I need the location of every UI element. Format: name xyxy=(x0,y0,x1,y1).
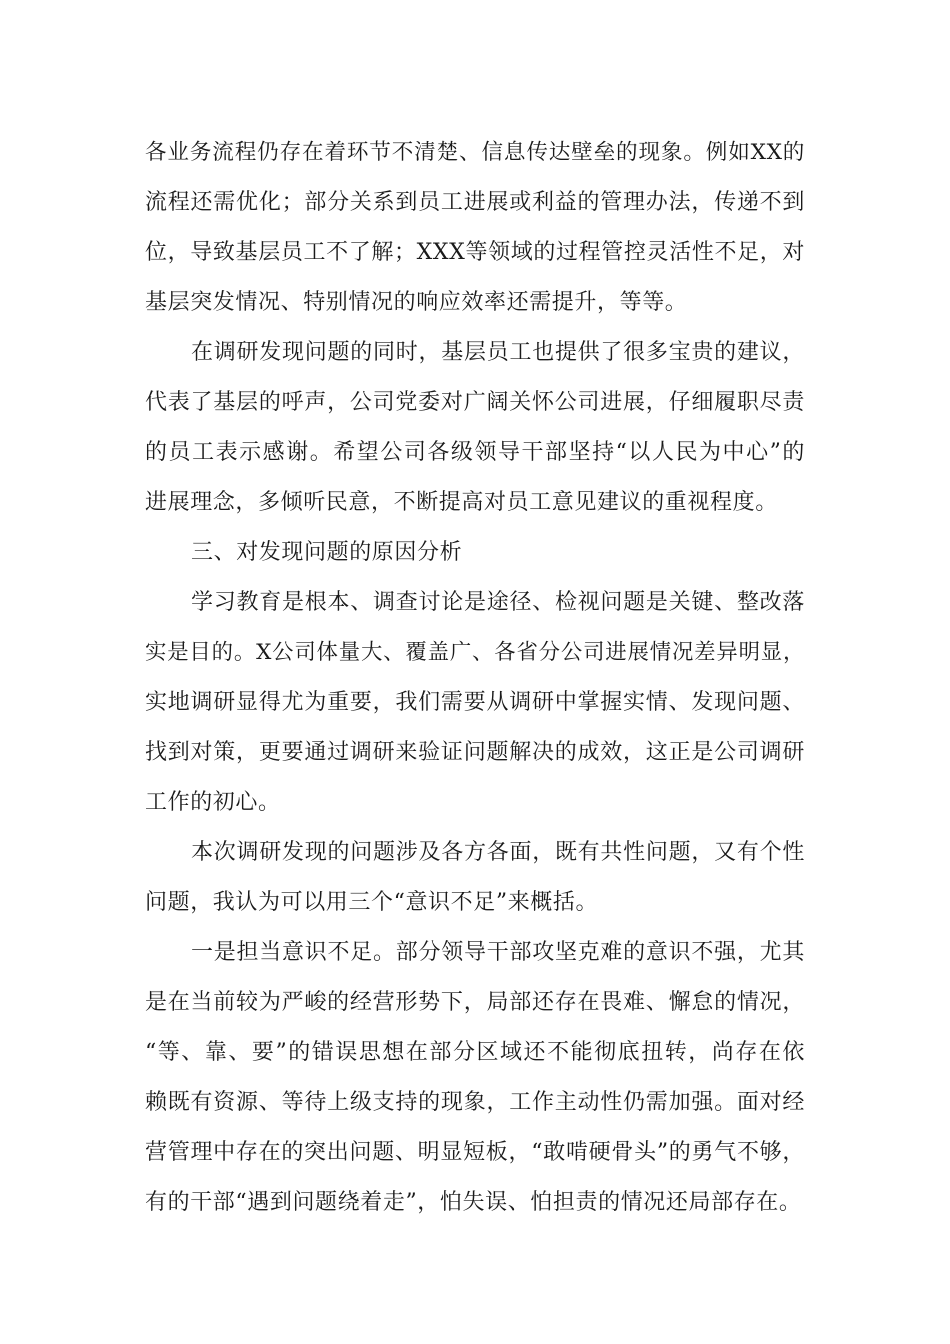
paragraph-4-line-1: 本次调研发现的问题涉及各方各面，既有共性问题，又有个性 xyxy=(191,840,805,865)
paragraph-2-line-2: 代表了基层的呼声，公司党委对广阔关怀公司进展，仔细履职尽责 xyxy=(145,390,805,415)
paragraph-3-line-1: 学习教育是根本、调查讨论是途径、检视问题是关键、整改落 xyxy=(191,590,805,615)
paragraph-3-line-5: 工作的初心。 xyxy=(145,790,281,815)
paragraph-4-line-2: 问题，我认为可以用三个“意识不足”来概括。 xyxy=(145,890,599,915)
paragraph-2-line-1: 在调研发现问题的同时，基层员工也提供了很多宝贵的建议， xyxy=(191,340,805,365)
paragraph-5-line-4: 赖既有资源、等待上级支持的现象，工作主动性仍需加强。面对经 xyxy=(145,1090,805,1115)
section-heading: 三、对发现问题的原因分析 xyxy=(191,540,463,565)
paragraph-5-line-5: 营管理中存在的突出问题、明显短板，“敢啃硬骨头”的勇气不够， xyxy=(145,1140,805,1165)
paragraph-3-line-2: 实是目的。X公司体量大、覆盖广、各省分公司进展情况差异明显， xyxy=(145,640,805,665)
paragraph-1-line-4: 基层突发情况、特别情况的响应效率还需提升，等等。 xyxy=(145,290,688,315)
paragraph-5-line-1: 一是担当意识不足。部分领导干部攻坚克难的意识不强，尤其 xyxy=(191,940,805,965)
paragraph-1-line-3: 位，导致基层员工不了解；XXX等领域的过程管控灵活性不足，对 xyxy=(145,240,805,265)
paragraph-1-line-2: 流程还需优化；部分关系到员工进展或利益的管理办法，传递不到 xyxy=(145,190,805,215)
paragraph-2-line-4: 进展理念，多倾听民意，不断提高对员工意见建议的重视程度。 xyxy=(145,490,778,515)
paragraph-1-line-1: 各业务流程仍存在着环节不清楚、信息传达壁垒的现象。例如XX的 xyxy=(145,140,805,165)
paragraph-5-line-2: 是在当前较为严峻的经营形势下，局部还存在畏难、懈怠的情况， xyxy=(145,990,805,1015)
paragraph-5-line-6: 有的干部“遇到问题绕着走”，怕失误、怕担责的情况还局部存在。 xyxy=(145,1190,802,1215)
document-body xyxy=(145,128,805,1228)
paragraph-3-line-3: 实地调研显得尤为重要，我们需要从调研中掌握实情、发现问题、 xyxy=(145,690,805,715)
paragraph-2-line-3: 的员工表示感谢。希望公司各级领导干部坚持“以人民为中心”的 xyxy=(145,440,805,465)
paragraph-3-line-4: 找到对策，更要通过调研来验证问题解决的成效，这正是公司调研 xyxy=(145,740,805,765)
paragraph-5-line-3: “等、靠、要”的错误思想在部分区域还不能彻底扭转，尚存在依 xyxy=(145,1040,805,1065)
